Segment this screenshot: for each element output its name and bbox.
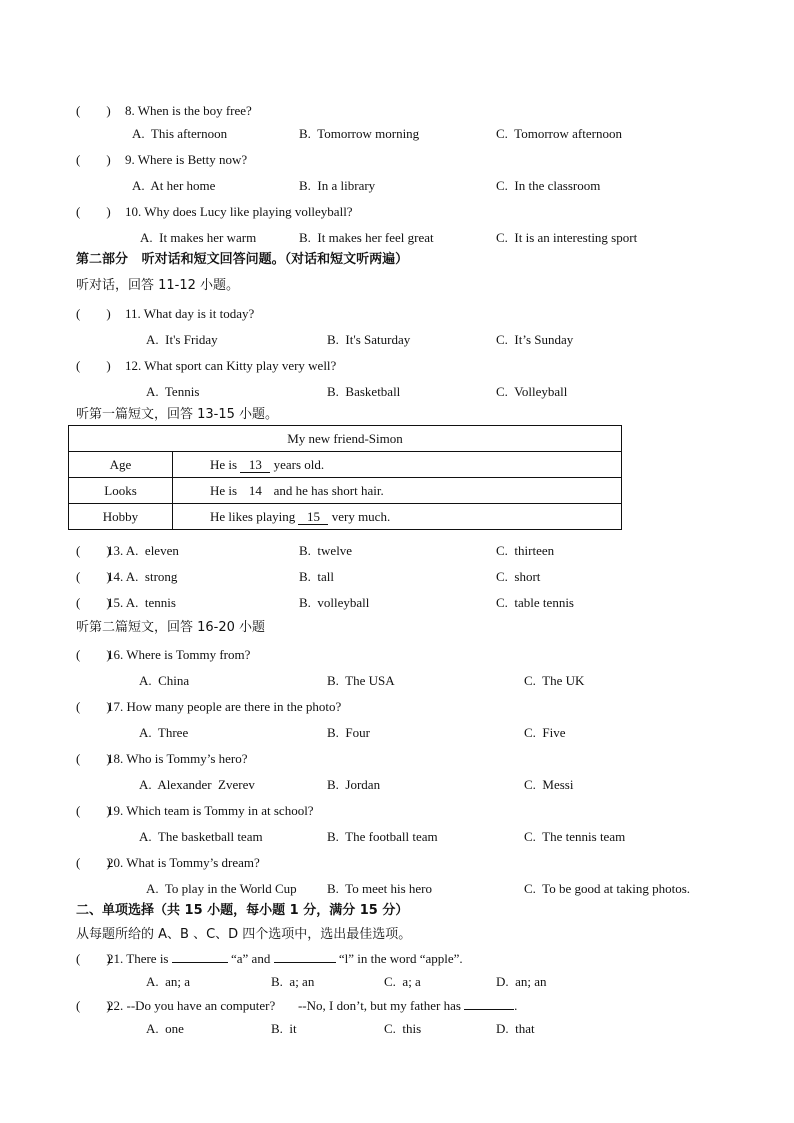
option-12-c: C. Volleyball [496,384,568,399]
option-10-c: C. It is an interesting sport [496,230,638,245]
option-17-c: C. Five [524,725,566,740]
answer-paren: ( ) [76,543,111,558]
answer-paren: ( ) [76,998,111,1013]
blank-14: 14 [248,482,262,498]
question-21: 21. There is “a” and “l” in the word “apple”. [107,951,463,966]
option-22-d: D. that [496,1021,535,1036]
table-value: He is 14 and he has short hair. [173,478,622,504]
option-20-a: A. To play in the World Cup [146,881,297,896]
option-9-a: A. At her home [132,178,216,193]
table-row [69,426,622,452]
table-value: He likes playing 15 very much. [173,504,622,530]
option-13-c: C. thirteen [496,543,555,558]
answer-paren: ( ) [76,751,111,766]
question-9: 9. Where is Betty now? [125,152,248,167]
dialogue-instruction: 听对话，回答 11-12 小题。 [76,278,240,293]
answer-paren: ( ) [76,103,111,118]
option-18-a: A. Alexander Zverev [139,777,255,792]
section2-instruction: 从每题所给的 A、B 、C、D 四个选项中，选出最佳选项。 [76,927,412,942]
option-10-a: A. It makes her warm [140,230,257,245]
option-21-d: D. an; an [496,974,547,989]
blank [172,962,228,963]
option-10-b: B. It makes her feel great [299,230,434,245]
question-19: 19. Which team is Tommy in at school? [107,803,314,818]
option-19-c: C. The tennis team [524,829,626,844]
option-17-b: B. Four [327,725,370,740]
answer-paren: ( ) [76,306,111,321]
question-18: 18. Who is Tommy’s hero? [107,751,248,766]
answer-paren: ( ) [76,569,111,584]
option-12-b: B. Basketball [327,384,401,399]
blank-13: 13 [240,457,270,473]
option-14-c: C. short [496,569,541,584]
table-caption: My new friend-Simon [69,426,622,452]
question-11: 11. What day is it today? [125,306,255,321]
option-16-b: B. The USA [327,673,395,688]
option-18-b: B. Jordan [327,777,381,792]
table-key: Hobby [69,504,173,530]
option-19-a: A. The basketball team [139,829,263,844]
table-row [69,504,622,530]
option-9-c: C. In the classroom [496,178,601,193]
answer-paren: ( ) [76,699,111,714]
option-21-b: B. a; an [271,974,315,989]
question-22: 22. --Do you have an computer? --No, I don’t, but my father has . [107,998,518,1013]
table-key: Looks [69,478,173,504]
simon-info-table [68,425,622,530]
passage1-instruction: 听第一篇短文，回答 13-15 小题。 [76,407,279,422]
option-22-a: A. one [146,1021,184,1036]
blank-15: 15 [298,509,328,525]
answer-paren: ( ) [76,358,111,373]
answer-paren: ( ) [76,204,111,219]
option-20-b: B. To meet his hero [327,881,433,896]
question-10: 10. Why does Lucy like playing volleyball? [125,204,353,219]
option-11-c: C. It’s Sunday [496,332,574,347]
option-22-b: B. it [271,1021,297,1036]
table-row [69,478,622,504]
option-21-a: A. an; a [146,974,191,989]
passage2-instruction: 听第二篇短文，回答 16-20 小题 [76,620,266,635]
option-20-c: C. To be good at taking photos. [524,881,691,896]
option-17-a: A. Three [139,725,189,740]
option-19-b: B. The football team [327,829,438,844]
option-8-b: B. Tomorrow morning [299,126,420,141]
answer-paren: ( ) [76,855,111,870]
answer-paren: ( ) [76,152,111,167]
blank [274,962,336,963]
section2-heading: 二、单项选择（共 15 小题，每小题 1 分，满分 15 分） [76,903,409,918]
answer-paren: ( ) [76,803,111,818]
option-9-b: B. In a library [299,178,376,193]
table-value: He is 13 years old. [173,452,622,478]
answer-paren: ( ) [76,595,111,610]
question-15: 15. A. tennis [107,595,176,610]
question-12: 12. What sport can Kitty play very well? [125,358,337,373]
option-14-b: B. tall [299,569,335,584]
table-row [69,452,622,478]
option-12-a: A. Tennis [146,384,200,399]
part2-heading: 第二部分 听对话和短文回答问题。（对话和短文听两遍） [76,252,409,267]
question-17: 17. How many people are there in the photo? [107,699,342,714]
option-16-a: A. China [139,673,190,688]
question-13: 13. A. eleven [107,543,179,558]
option-13-b: B. twelve [299,543,353,558]
option-15-b: B. volleyball [299,595,370,610]
option-18-c: C. Messi [524,777,574,792]
question-20: 20. What is Tommy’s dream? [107,855,260,870]
question-14: 14. A. strong [107,569,178,584]
option-15-c: C. table tennis [496,595,574,610]
option-8-c: C. Tomorrow afternoon [496,126,622,141]
question-16: 16. Where is Tommy from? [107,647,251,662]
option-8-a: A. This afternoon [132,126,228,141]
blank [464,1009,514,1010]
table-key: Age [69,452,173,478]
option-11-a: A. It's Friday [146,332,218,347]
option-22-c: C. this [384,1021,422,1036]
option-21-c: C. a; a [384,974,421,989]
answer-paren: ( ) [76,647,111,662]
option-11-b: B. It's Saturday [327,332,411,347]
question-8: 8. When is the boy free? [125,103,252,118]
answer-paren: ( ) [76,951,111,966]
option-16-c: C. The UK [524,673,585,688]
